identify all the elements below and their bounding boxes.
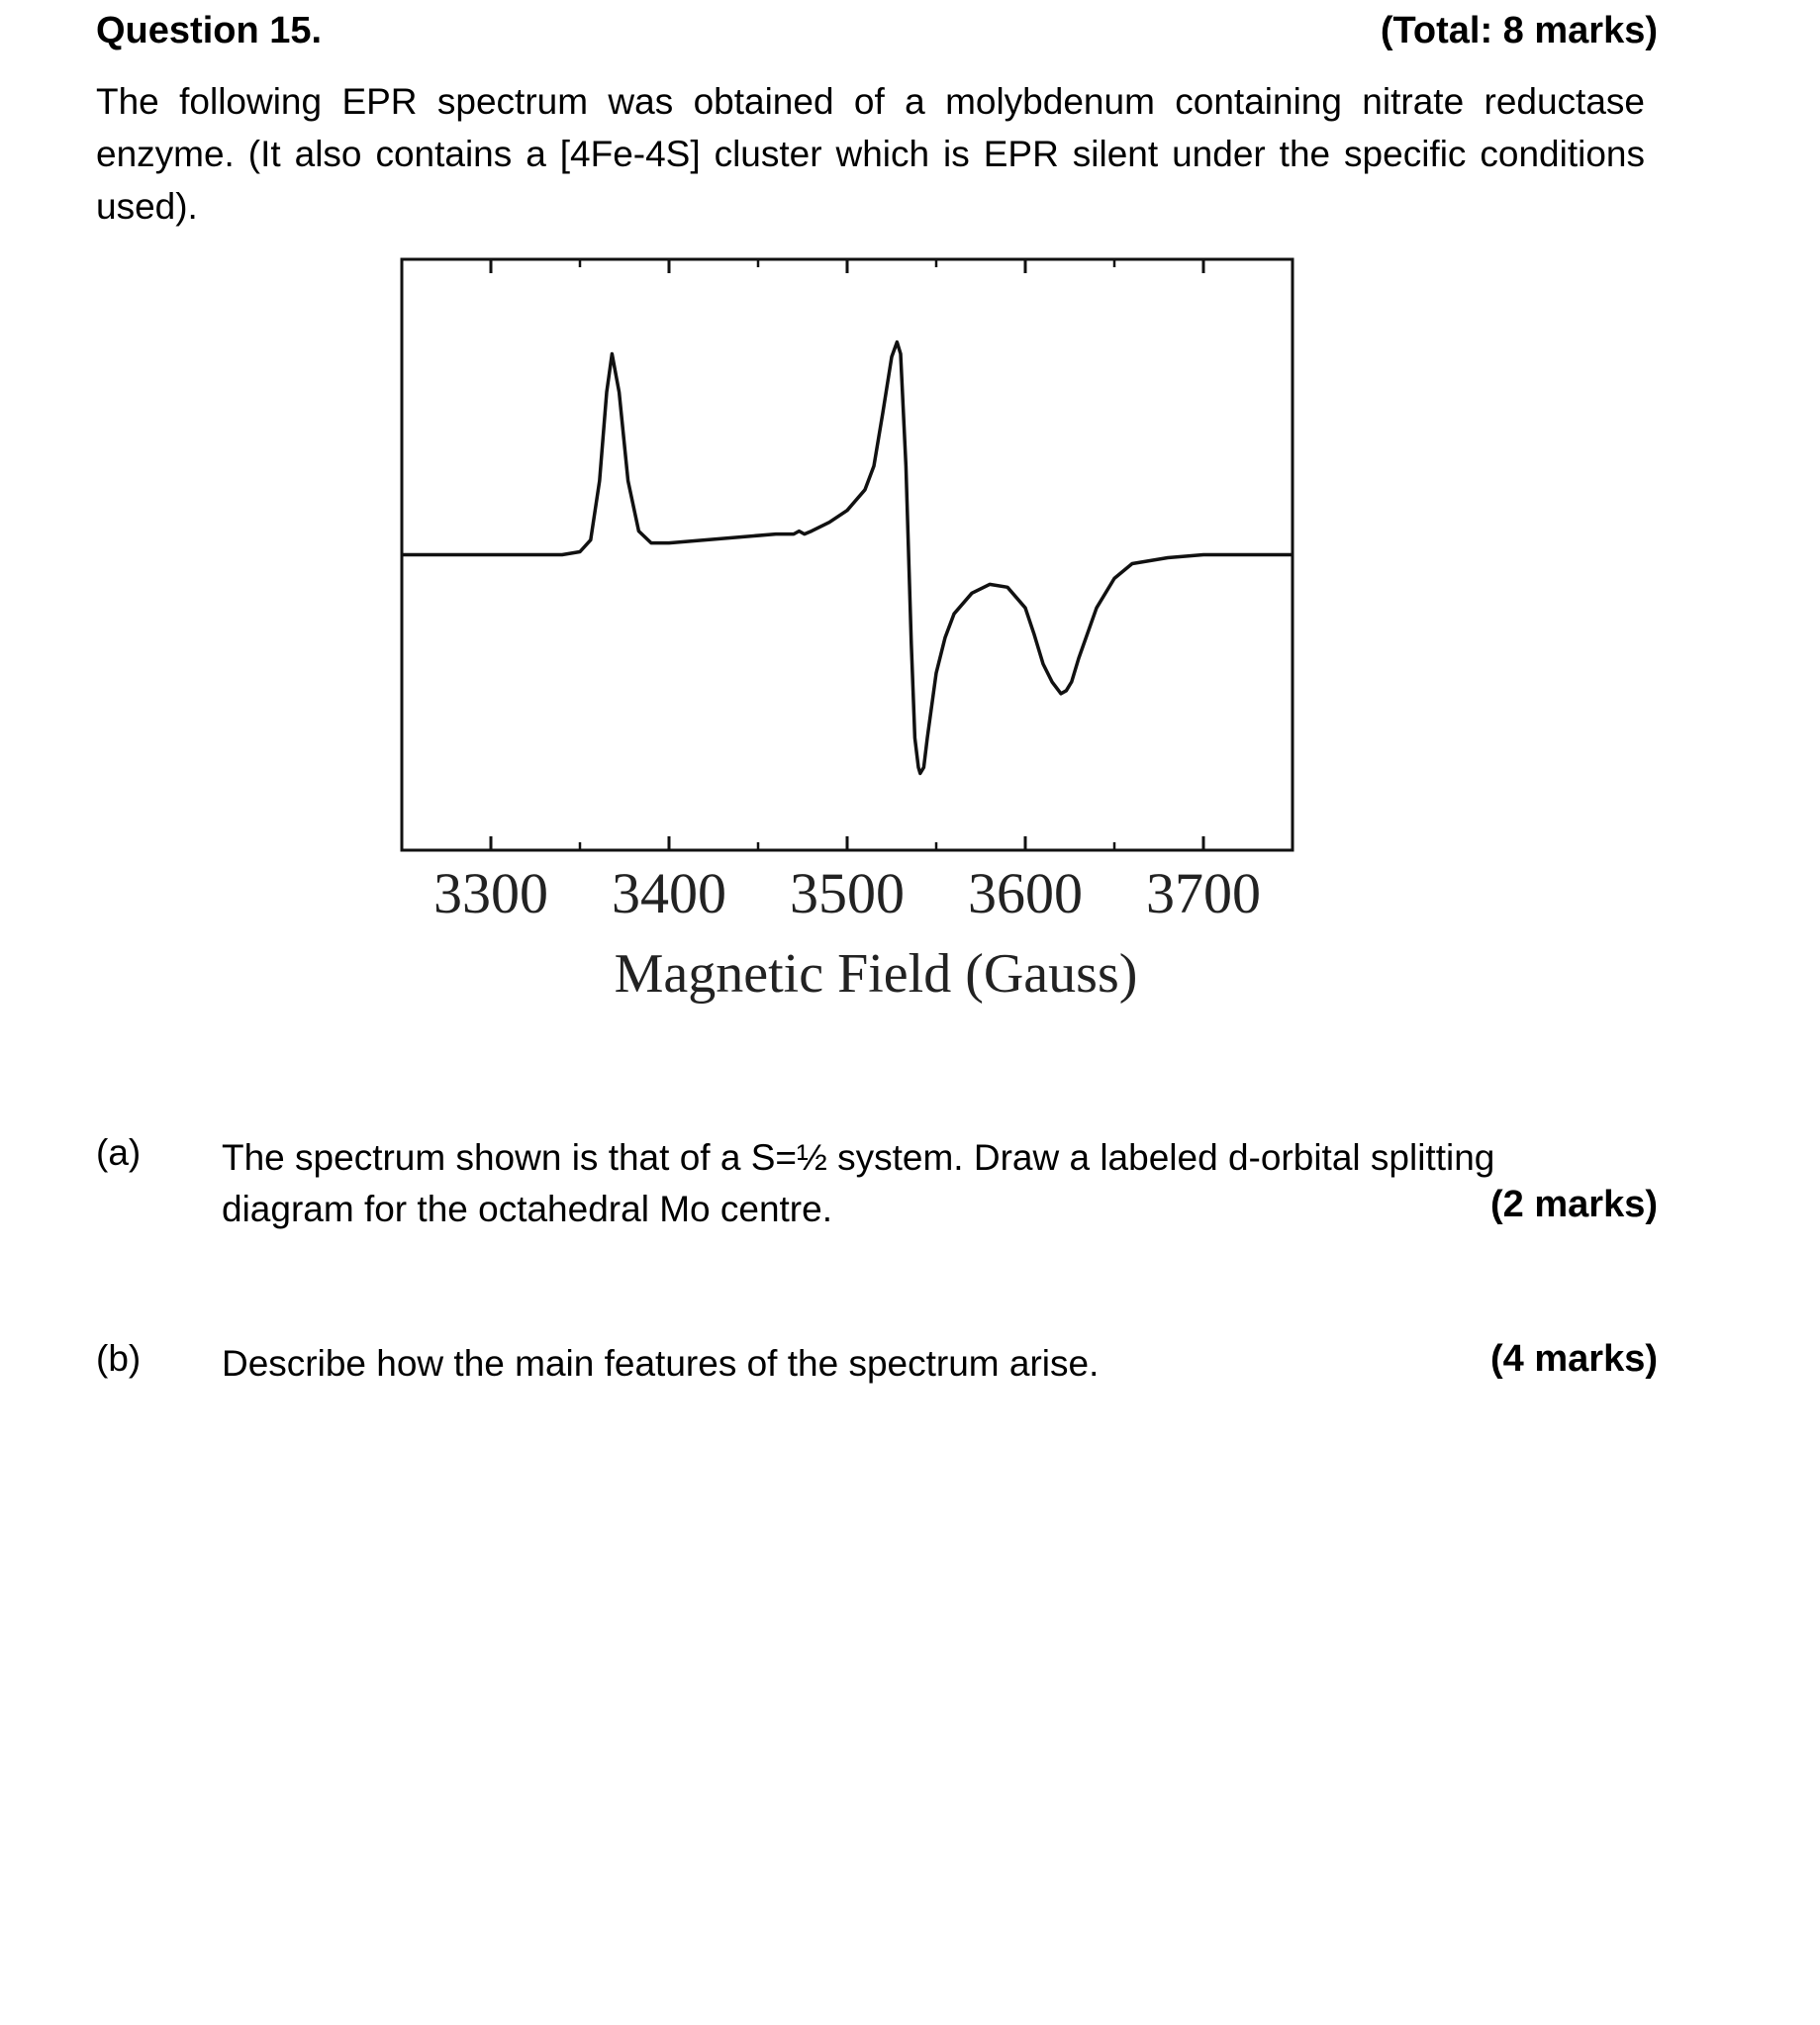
x-axis-title: Magnetic Field (Gauss)	[614, 943, 1138, 1005]
x-tick-label: 3300	[433, 861, 548, 925]
epr-spectrum-chart	[381, 230, 1306, 1013]
question-title: Question 15.	[96, 10, 323, 51]
part-a-marks: (2 marks)	[1490, 1184, 1658, 1225]
part-b-marks: (4 marks)	[1490, 1338, 1658, 1380]
x-tick-label: 3600	[968, 861, 1083, 925]
question-intro: The following EPR spectrum was obtained of a molybdenum containing nitrate reductase enzyme. (It also contains a [4Fe-4S] cluster which is EPR silent under the specific conditions used).	[96, 81, 1645, 227]
x-tick-labels	[433, 861, 1261, 925]
x-tick-label: 3700	[1146, 861, 1261, 925]
part-b-text: Describe how the main features of the spectrum arise.	[222, 1343, 1100, 1384]
part-a-text: The spectrum shown is that of a S=½ system. Draw a labeled d-orbital splitting diagram for the octahedral Mo centre.	[222, 1137, 1495, 1229]
x-ticks	[491, 259, 1203, 850]
x-tick-label: 3500	[790, 861, 905, 925]
x-tick-label: 3400	[612, 861, 726, 925]
part-b-label: (b)	[96, 1338, 142, 1379]
spectrum-series-line	[402, 342, 1293, 774]
part-a-label: (a)	[96, 1132, 142, 1173]
epr-spectrum-figure	[381, 230, 1306, 1013]
total-marks: (Total: 8 marks)	[1380, 10, 1658, 51]
